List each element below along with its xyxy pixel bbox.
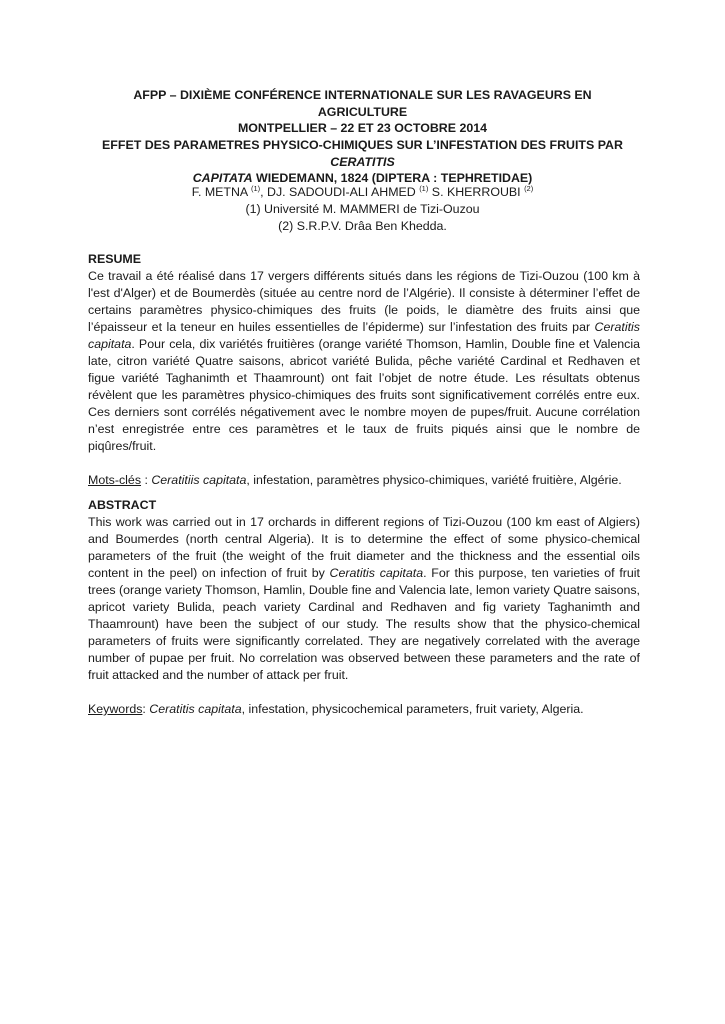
title-line-1 (88, 137, 637, 170)
resume-species: Ceratitis capitata (88, 320, 640, 351)
abstract-keywords (88, 701, 640, 718)
conference-line-2: MONTPELLIER – 22 ET 23 OCTOBRE 2014 (237, 121, 488, 135)
conference-header (88, 87, 637, 137)
resume-keywords-rest: , infestation, paramètres physico-chimiques, variété fruitière, Algérie. (246, 473, 622, 487)
title-part-2: WIEDEMANN, 1824 (DIPTERA : TEPHRETIDAE) (252, 171, 533, 185)
resume-body (88, 268, 640, 455)
resume-keywords-label: Mots-clés (88, 473, 142, 487)
resume-section (88, 251, 640, 489)
author-line (88, 184, 637, 201)
author-2-affiliation: (1) (419, 183, 429, 193)
authors-block (88, 184, 637, 235)
abstract-heading: ABSTRACT (88, 498, 157, 512)
abstract-keywords-label: Keywords (88, 702, 143, 716)
abstract-keywords-separator: : (142, 702, 150, 716)
resume-keywords (88, 472, 640, 489)
resume-keywords-separator: : (141, 473, 152, 487)
title-part-1: EFFET DES PARAMETRES PHYSICO-CHIMIQUES SUR L’INFESTATION DES FRUITS PAR (102, 138, 623, 152)
resume-heading: RESUME (88, 252, 142, 266)
conference-line-1: AFPP – DIXIÈME CONFÉRENCE INTERNATIONALE SUR LES RAVAGEURS EN AGRICULTURE (133, 88, 592, 119)
author-2: , DJ. SADOUDI-ALI AHMED (260, 185, 420, 199)
abstract-keywords-species: Ceratitis capitata (149, 702, 242, 716)
author-3-affiliation: (2) (524, 183, 534, 193)
abstract-text-1: This work was carried out in 17 orchards in different regions of Tizi-Ouzou (100 km east of Algiers) and Boumerdes (north central Algeria). It is to determine the effect of some physico-chemical parameters of the fruit (the weight of the fruit diameter and the thickness and the essential oils content in the peel) on infection of fruit by (88, 515, 640, 580)
abstract-keywords-rest: , infestation, physicochemical parameters, fruit variety, Algeria. (241, 702, 584, 716)
paper-title (88, 137, 637, 187)
resume-text-2: . Pour cela, dix variétés fruitières (orange variété Thomson, Hamlin, Double fine et Valencia late, citron variété Quatre saisons, abricot variété Bulida, pêche variété Cardinal et Redhaven et figue variété Taghanimth et Thaamrount) ont fait l’objet de notre étude. Les résultats obtenus révèlent que les paramètres physico-chimiques des fruits sont significativement corrélés entre eux. Ces derniers sont corrélés négativement avec le nombre moyen de pupes/fruit. Aucune corrélation n’est enregistrée entre ces paramètres et le taux de fruits piqués ainsi que le nombre de piqûres/fruit. (88, 337, 640, 453)
abstract-text-2: . For this purpose, ten varieties of fruit trees (orange variety Thomson, Hamlin, Double fine and Valencia late, lemon variety Quatre saisons, apricot variety Bulida, peach variety Cardinal and Redhaven and fig variety Taghanimth and Thaamrount) have been the subject of our study. The results show that the physico-chemical parameters of fruits were significantly correlated. They are negatively correlated with the average number of pupae per fruit. No correlation was observed between these parameters and the rate of fruit attacked and the number of attack per fruit. (88, 566, 640, 682)
resume-text-1: Ce travail a été réalisé dans 17 vergers différents situés dans les régions de Tizi-Ouzou (100 km à l'est d'Alger) et de Boumerdès (située au centre nord de l’Algérie). Il consiste à déterminer l’effet de certains paramètres physico-chimiques des fruits (le poids, le diamètre des fruits ainsi que l’épaisseur et la teneur en huiles essentielles de l’épiderme) sur l’infestation des fruits par (88, 269, 640, 334)
affiliation-2: (2) S.R.P.V. Drâa Ben Khedda. (278, 219, 447, 233)
author-1-affiliation: (1) (250, 183, 261, 193)
affiliation-1: (1) Université M. MAMMERI de Tizi-Ouzou (245, 202, 480, 216)
abstract-section (88, 497, 640, 718)
title-species-genus: CERATITIS (330, 154, 395, 169)
abstract-species: Ceratitis capitata (329, 566, 424, 580)
abstract-body (88, 514, 640, 684)
author-3: S. KHERROUBI (428, 185, 525, 199)
resume-keywords-species: Ceratitiis capitata (151, 473, 247, 487)
title-species-epithet: CAPITATA (192, 171, 253, 185)
author-1: F. METNA (191, 185, 251, 199)
